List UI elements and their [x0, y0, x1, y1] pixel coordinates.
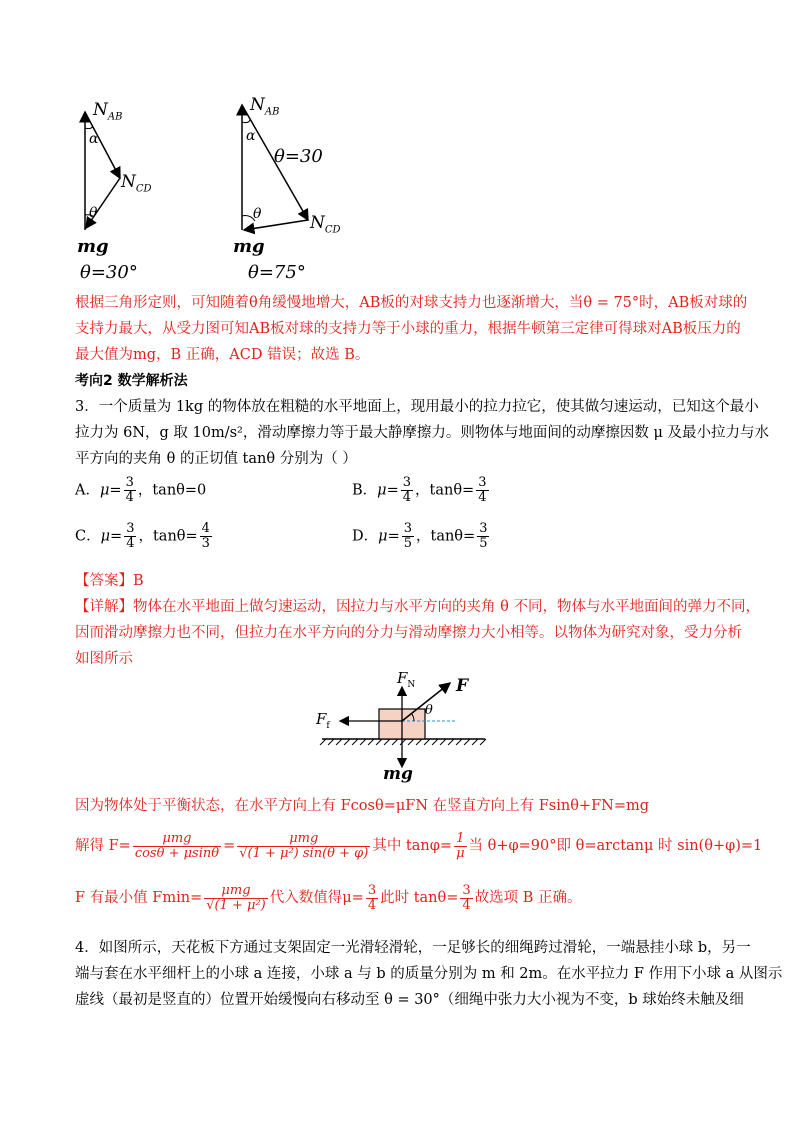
fig2-theta-label: θ [253, 206, 262, 222]
fig1-caption: θ=30° [80, 262, 138, 283]
equation-3: F 有最小值 Fmin= $\frac{\text{μmg}}{\text{√(1 + μ²)}}$ 代入数值得μ= $\frac{3}{4}$ 此时 tanθ= $\frac{3}{4}$ 故选项 B 正确。 [75, 882, 582, 913]
option-b[interactable]: B．μ= $\frac{3}{4}$ ，tanθ= $\frac{3}{4}$ [352, 475, 487, 505]
fig2-nab-label: $N_{AB}$ [250, 95, 280, 118]
q3-line-1: 3．一个质量为 1kg 的物体放在粗糙的水平地面上，现用最小的拉力拉它，使其做匀速运动，已知这个最小 [75, 399, 759, 415]
normal-force-label: $F_N$ [397, 669, 416, 690]
analysis-line-1: 根据三角形定则，可知随着θ角缓慢地增大，AB板的对球支持力也逐渐增大，当θ = 75°时，AB板对球的 [75, 295, 748, 311]
equation-1: 因为物体处于平衡状态，在水平方向上有 Fcosθ=μFN 在竖直方向上有 Fsinθ+FN=mg [75, 798, 650, 814]
fig2-mg-label: mg [233, 236, 265, 257]
fig1-mg-label: mg [77, 236, 109, 257]
fig2-alpha-arc [242, 120, 250, 123]
fig2-theta-value-label: θ=30 [274, 146, 323, 167]
detail-line-2: 因而滑动摩擦力也不同，但拉力在水平方向的分力与滑动摩擦力大小相等。以物体为研究对象，受力分析 [75, 625, 742, 641]
friction-force-label: $F_f$ [316, 710, 330, 731]
section-heading: 考向2 数学解析法 [75, 373, 188, 389]
fig2-ncd-label: $N_{CD}$ [310, 213, 341, 236]
analysis-line-2: 支持力最大，从受力图可知AB板对球的支持力等于小球的重力，根据牛顿第三定律可得球对AB板压力的 [75, 321, 741, 337]
gravity-force-label: mg [383, 764, 413, 784]
ground-hatch [320, 739, 486, 745]
fig1-nab-label: $N_{AB}$ [93, 100, 123, 123]
answer-value: B [133, 573, 144, 589]
q3-line-3: 平方向的夹角 θ 的正切值 tanθ 分别为（ ） [75, 451, 357, 467]
fig1-alpha-label: α [89, 131, 99, 147]
fig1-ncd-label: $N_{CD}$ [121, 172, 152, 195]
option-a[interactable]: A．μ= $\frac{3}{4}$ ，tanθ=0 [75, 475, 207, 505]
detail-line-1: 【详解】物体在水平地面上做匀速运动，因拉力与水平方向的夹角 θ 不同，物体与水平地面间的弹力不同， [75, 599, 760, 615]
answer-line [75, 571, 144, 591]
q3-line-2: 拉力为 6N，g 取 10m/s²，滑动摩擦力等于最大静摩擦力。则物体与地面间的动摩擦因数 μ 及最小拉力与水 [75, 425, 769, 441]
fig1-theta-label: θ [89, 205, 98, 221]
q4-line-3: 虚线（最初是竖直的）位置开始缓慢向右移动至 θ = 30°（细绳中张力大小视为不变，b 球始终未触及细 [75, 992, 744, 1008]
detail-line-3: 如图所示 [75, 651, 133, 667]
option-c[interactable]: C．μ= $\frac{3}{4}$ ，tanθ= $\frac{4}{3}$ [75, 521, 210, 551]
fig2-caption: θ=75° [248, 262, 306, 283]
theta-label: θ [425, 703, 433, 718]
answer-label: 【答案】 [75, 573, 133, 589]
q4-line-1: 4．如图所示，天花板下方通过支架固定一光滑轻滑轮，一足够长的细绳跨过滑轮，一端悬挂小球 b，另一 [75, 940, 751, 956]
q4-line-2: 端与套在水平细杆上的小球 a 连接，小球 a 与 b 的质量分别为 m 和 2m。在水平拉力 F 作用下小球 a 从图示 [75, 966, 783, 982]
detail-label: 【详解】 [75, 599, 133, 615]
equation-2: 解得 F= $\frac{\text{μmg}}{\cos\theta + \mu\sin\theta}$ = $\frac{\text{μmg}}{\text{√(1 + μ²) sin(θ + φ)}}$ 其中 tanφ= $\frac{1}{\mu}$ 当 θ+φ=90°即 θ=arctanμ 时 sin(θ+φ)=1 [75, 830, 763, 861]
analysis-line-3: 最大值为mg，B 正确，ACD 错误；故选 B。 [75, 347, 370, 363]
pull-force-label: F [456, 676, 469, 696]
option-d[interactable]: D．μ= $\frac{3}{5}$ ，tanθ= $\frac{3}{5}$ [352, 521, 488, 551]
fig2-alpha-label: α [246, 128, 256, 144]
